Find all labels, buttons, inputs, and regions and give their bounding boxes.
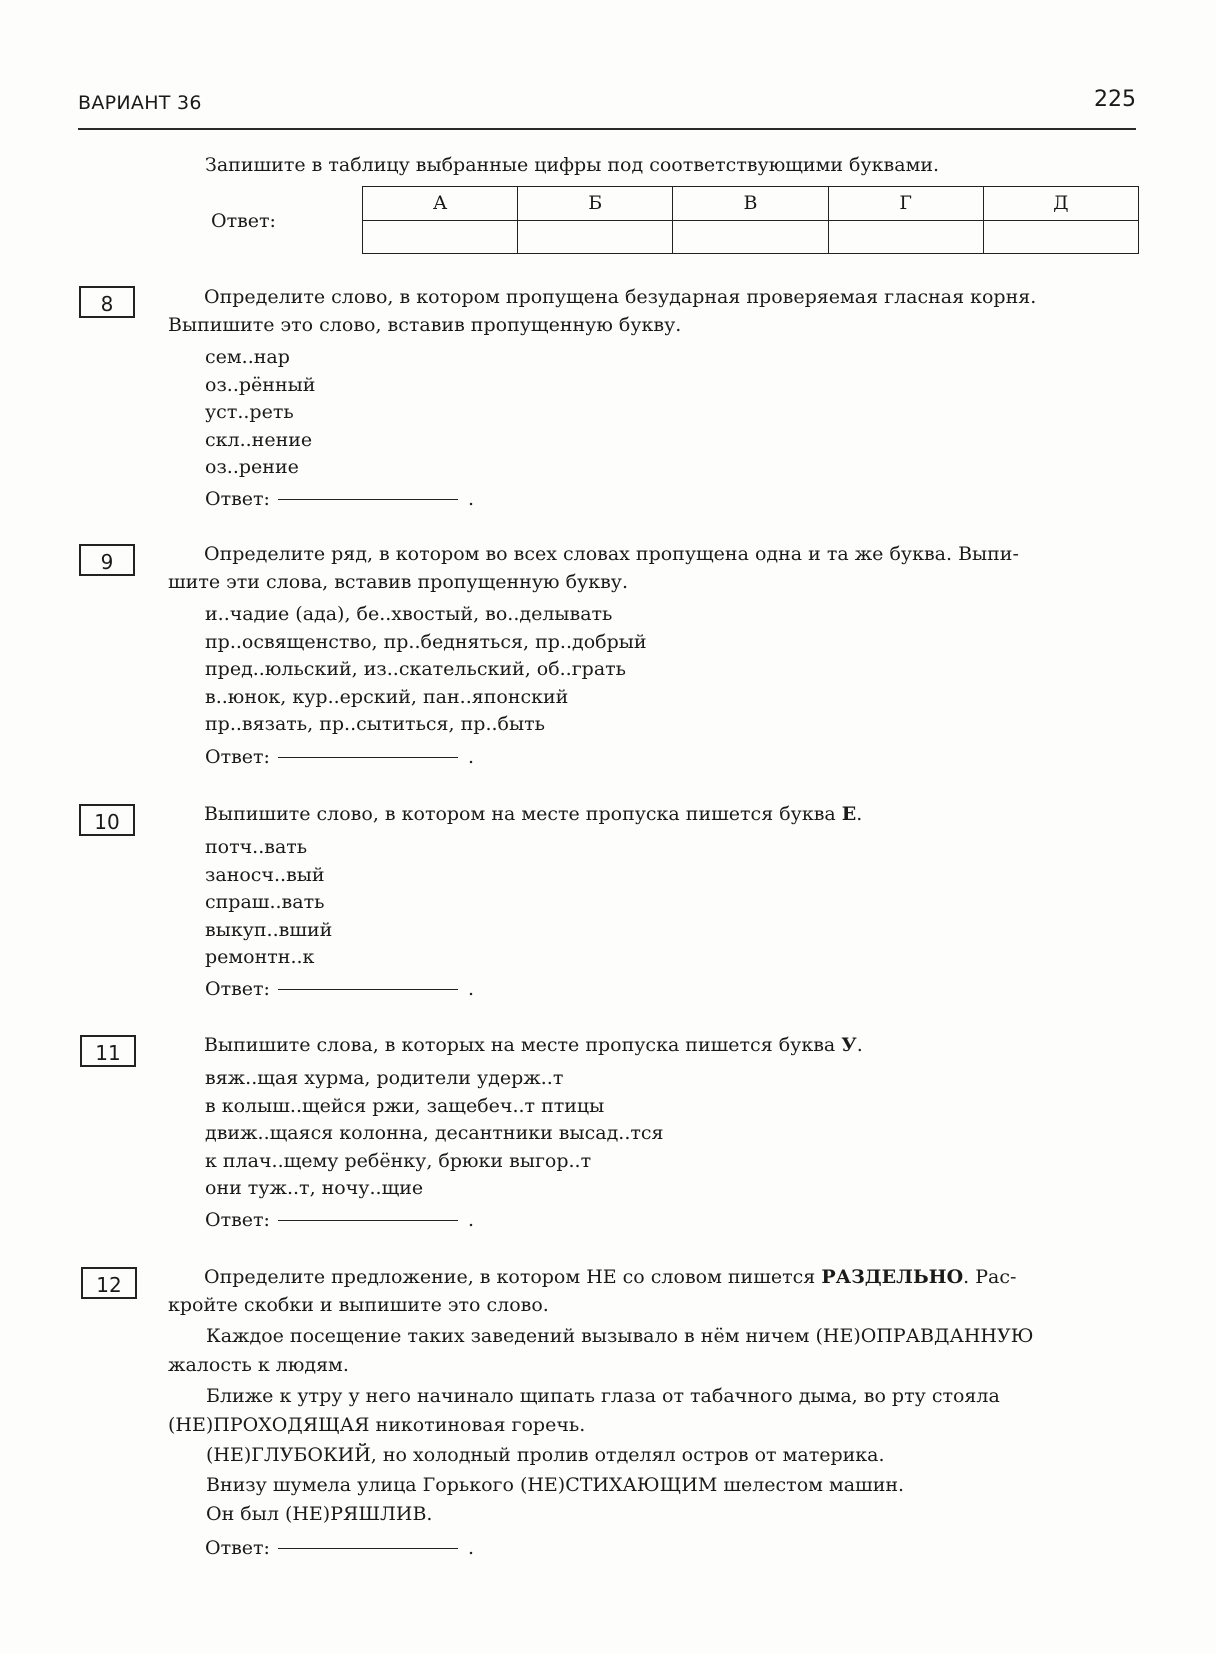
answer-label: Ответ: [205, 746, 270, 768]
task-10-options [205, 834, 332, 972]
task-number-12: 12 [81, 1267, 137, 1299]
task-11-question: Выпишите слова, в которых на месте пропуска пишется буква У. [204, 1034, 863, 1056]
task-12-bold: РАЗДЕЛЬНО [821, 1266, 964, 1288]
list-item: ремонтн..к [205, 946, 315, 969]
table-instruction: Запишите в таблицу выбранные цифры под соответствующими буквами. [205, 154, 940, 176]
list-item: оз..рённый [205, 373, 316, 396]
task-11-text: Выпишите слова, в которых на месте пропуска пишется буква [204, 1034, 842, 1056]
list-item: и..чадие (ада), бе..хвостый, во..делывать [205, 603, 613, 625]
list-item: выкуп..вший [205, 918, 333, 941]
list-item: сем..нар [205, 346, 290, 368]
task-12-sentence-3: (НЕ)ГЛУБОКИЙ, но холодный пролив отделял остров от материка. [206, 1444, 885, 1466]
answer-blank[interactable] [278, 757, 458, 758]
task-12-sentence-1: Каждое посещение таких заведений вызывало в нём ничем (НЕ)ОПРАВДАННУЮ жалость к людям. [168, 1325, 1034, 1376]
list-item: спраш..вать [205, 891, 325, 914]
task-9-answer: Ответ: . [205, 746, 474, 768]
task-12-sentence-5: Он был (НЕ)РЯШЛИВ. [206, 1503, 433, 1525]
task-8-question [168, 283, 1140, 339]
task-12-answer: Ответ: . [205, 1537, 474, 1559]
list-item: уст..реть [205, 401, 294, 424]
list-item: скл..нение [205, 428, 313, 451]
table-cell-a[interactable] [363, 220, 518, 254]
list-item: потч..вать [205, 836, 308, 858]
list-item: в..юнок, кур..ерский, пан..японский [205, 685, 569, 708]
task-8-line1: Определите слово, в котором пропущена безударная проверяемая гласная корня. [204, 286, 1037, 308]
task-12-question: Определите предложение, в котором НЕ со словом пишется РАЗДЕЛЬНО. Рас- кройте скобки и выпишите это слово. [168, 1263, 1140, 1319]
answer-label: Ответ: [205, 488, 270, 510]
task-12-sentence-4: Внизу шумела улица Горького (НЕ)СТИХАЮЩИМ шелестом машин. [206, 1474, 905, 1496]
task-11-options [205, 1065, 664, 1203]
table-header-a: А [363, 187, 518, 221]
task-number-8: 8 [79, 286, 135, 318]
task-8-options [205, 344, 315, 482]
page-number: 225 [1094, 87, 1136, 112]
task-10-answer: Ответ: . [205, 978, 474, 1000]
table-cell-d[interactable] [983, 220, 1138, 254]
task-number-10: 10 [79, 804, 135, 836]
table-header-g: Г [828, 187, 983, 221]
answer-label: Ответ: [205, 978, 270, 1000]
task-9-line1: Определите ряд, в котором во всех словах пропущена одна и та же буква. Выпи- [204, 543, 1019, 565]
list-item: пр..освященство, пр..бедняться, пр..добрый [205, 630, 647, 653]
variant-title: ВАРИАНТ 36 [78, 92, 202, 114]
task-12-text: Определите предложение, в котором НЕ со словом пишется [204, 1266, 822, 1288]
table-cell-v[interactable] [673, 220, 828, 254]
list-item: вяж..щая хурма, родители удерж..т [205, 1067, 564, 1089]
list-item: заносч..вый [205, 863, 325, 886]
task-8-answer: Ответ: . [205, 488, 474, 510]
list-item: движ..щаяся колонна, десантники высад..тся [205, 1122, 664, 1145]
list-item: к плач..щему ребёнку, брюки выгор..т [205, 1149, 592, 1172]
table-answer-label: Ответ: [211, 210, 276, 232]
task-8-line2: Выпишите это слово, вставив пропущенную букву. [168, 314, 682, 336]
table-cell-b[interactable] [518, 220, 673, 254]
task-10-letter: Е [841, 803, 857, 825]
page-header [78, 88, 1136, 130]
table-cell-g[interactable] [828, 220, 983, 254]
answer-blank[interactable] [278, 499, 458, 500]
task-12-line2: кройте скобки и выпишите это слово. [168, 1294, 549, 1316]
answer-label: Ответ: [205, 1209, 270, 1231]
task-11-answer: Ответ: . [205, 1209, 474, 1231]
task-number-9: 9 [79, 544, 135, 576]
answer-blank[interactable] [278, 1220, 458, 1221]
task-11-letter: У [841, 1034, 857, 1056]
task-9-options [205, 601, 647, 739]
task-9-line2: шите эти слова, вставив пропущенную букву. [168, 571, 629, 593]
task-10-question: Выпишите слово, в котором на месте пропуска пишется буква Е. [204, 803, 863, 825]
table-header-b: Б [518, 187, 673, 221]
list-item: пред..юльский, из..скательский, об..грать [205, 658, 627, 681]
answer-blank[interactable] [278, 989, 458, 990]
list-item: оз..рение [205, 456, 299, 479]
task-10-text: Выпишите слово, в котором на месте пропуска пишется буква [204, 803, 842, 825]
list-item: в колыш..щейся ржи, защебеч..т птицы [205, 1094, 605, 1117]
task-9-question [168, 540, 1140, 596]
task-12-sentence-2: Ближе к утру у него начинало щипать глаза от табачного дыма, во рту стояла (НЕ)ПРОХОДЯЩАЯ никотиновая горечь. [168, 1385, 1000, 1436]
table-header-v: В [673, 187, 828, 221]
list-item: пр..вязать, пр..сытиться, пр..быть [205, 713, 545, 736]
task-number-11: 11 [80, 1035, 136, 1067]
table-header-d: Д [983, 187, 1138, 221]
answer-table [362, 186, 1139, 254]
answer-label: Ответ: [205, 1537, 270, 1559]
answer-blank[interactable] [278, 1548, 458, 1549]
list-item: они туж..т, ночу..щие [205, 1177, 424, 1200]
